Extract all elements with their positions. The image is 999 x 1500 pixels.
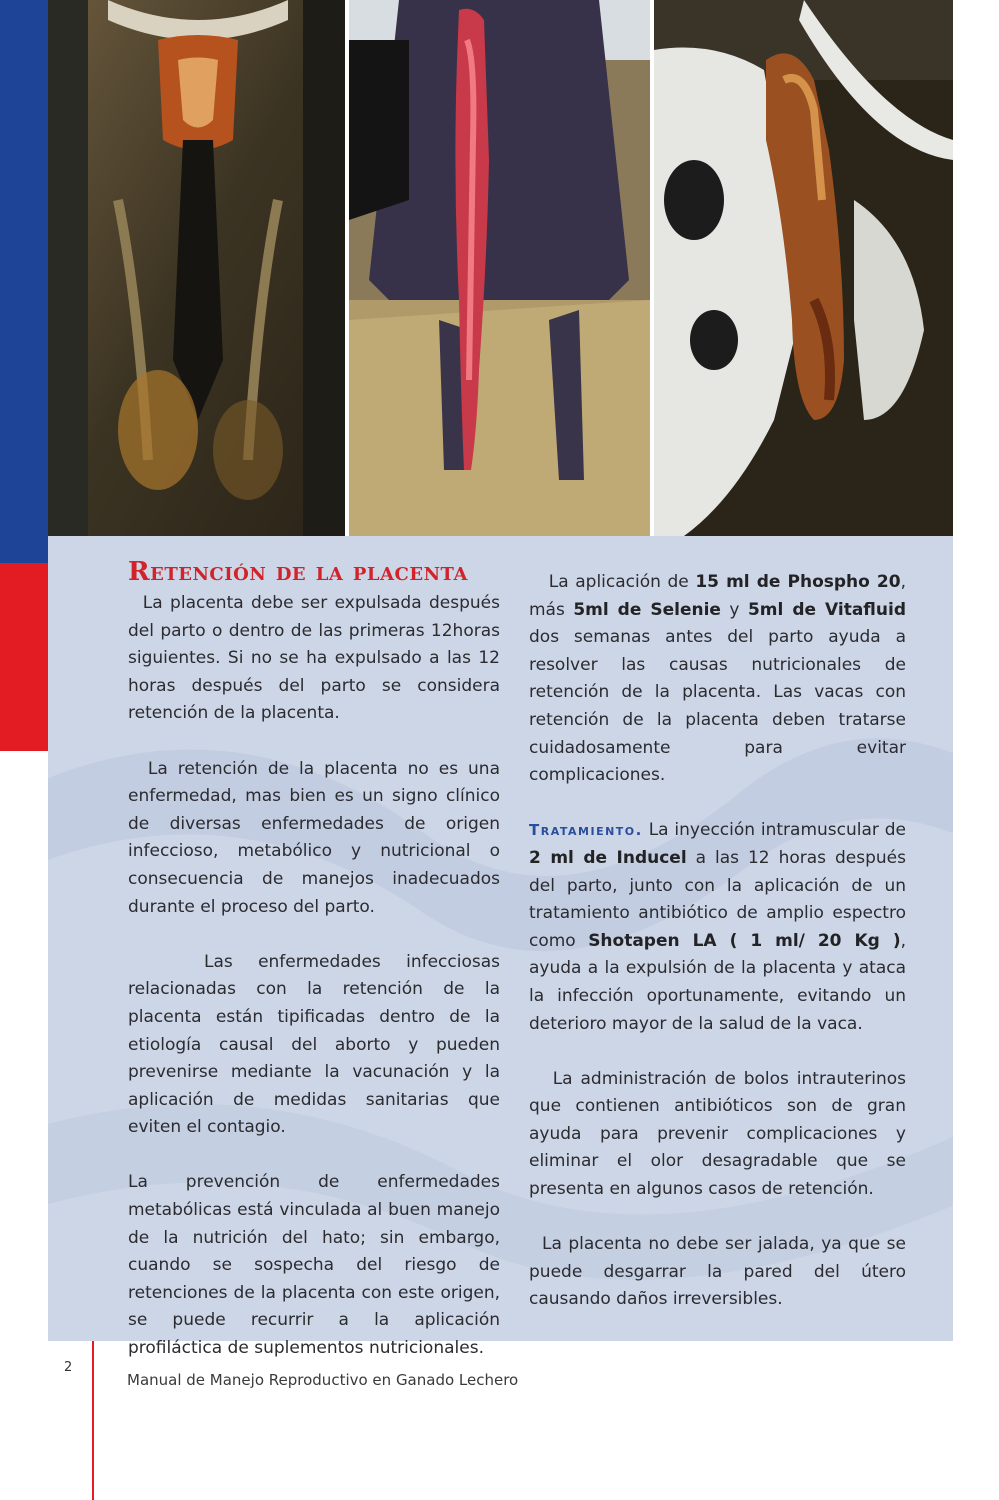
paragraph-text: La placenta debe ser expulsada después del parto o dentro de las primeras 12horas siguientes. Si no se ha expulsado a las 12 horas después del parto se considera retención de la placenta. xyxy=(128,593,500,724)
left-column xyxy=(128,556,500,1390)
paragraph xyxy=(128,1169,500,1362)
footer-rule xyxy=(92,1341,94,1500)
paragraph xyxy=(529,1066,906,1204)
footer-title: Manual de Manejo Reproductivo en Ganado Lechero xyxy=(127,1371,519,1389)
retained-placenta-photo-2 xyxy=(349,0,650,536)
text-run: La aplicación de xyxy=(548,572,696,592)
paragraph xyxy=(529,1231,906,1314)
product-dose: 5ml de Vitafluid xyxy=(747,599,906,620)
paragraph-text: La administración de bolos intrauterinos que contienen antibióticos son de gran ayuda para prevenir complicaciones y eliminar el olor desagradable que se presenta en algunos casos de retención. xyxy=(529,1068,906,1200)
retained-placenta-photo-3 xyxy=(654,0,953,536)
paragraph-text: La placenta no debe ser jalada, ya que se puede desgarrar la pared del útero causando daños irreversibles. xyxy=(529,1234,906,1310)
product-dose: 2 ml de Inducel xyxy=(529,847,687,868)
product-dose: 5ml de Selenie xyxy=(573,599,721,620)
text-run: y xyxy=(720,599,748,620)
text-panel xyxy=(48,536,953,1359)
treatment-subheading: Tratamiento. xyxy=(529,821,643,840)
paragraph xyxy=(128,756,500,922)
paragraph-text: La prevención de enfermedades metabólicas está vinculada al buen manejo de la nutrición del hato; sin embargo, cuando se sospecha del riesgo de retenciones de la placenta con este origen, se puede recurrir a la aplicación profiláctica de suplementos nutricionales. xyxy=(128,1172,500,1359)
text-run: , ayuda a la expulsión de la placenta y ataca la infección oportunamente, evitando un deterioro mayor de la salud de la vaca. xyxy=(529,930,906,1034)
text-run: a las 12 horas después del parto, junto con la aplicación de un tratamiento antibiótico de amplio espectro como xyxy=(529,847,906,951)
photo-strip xyxy=(48,0,953,536)
paragraph xyxy=(128,949,500,1142)
paragraph-text: Las enfermedades infecciosas relacionadas con la retención de la placenta están tipificadas dentro de la etiología causal del aborto y pueden prevenirse mediante la vacunación y la aplicación de medidas sanitarias que eviten el contagio. xyxy=(128,951,500,1138)
side-bar-red xyxy=(0,563,48,751)
text-run: dos semanas antes del parto ayuda a resolver las causas nutricionales de retención de la placenta. Las vacas con retención de la placenta deben tratarse cuidadosamente para evitar complicaciones. xyxy=(529,627,906,786)
paragraph-text: La retención de la placenta no es una enfermedad, mas bien es un signo clínico de diversas enfermedades de origen infeccioso, metabólico y nutricional o consecuencia de manejos inadecuados durante el proceso del parto. xyxy=(128,758,500,917)
paragraph xyxy=(529,569,906,790)
text-run: , más xyxy=(529,572,906,620)
right-column xyxy=(529,569,906,1342)
section-heading: Retención de la placenta xyxy=(128,557,468,587)
paragraph xyxy=(529,817,906,1038)
paragraph xyxy=(128,590,500,728)
page-number: 2 xyxy=(64,1360,73,1375)
side-bar-blue xyxy=(0,0,48,563)
product-dose: Shotapen LA ( 1 ml/ 20 Kg ) xyxy=(588,930,901,951)
product-dose: 15 ml de Phospho 20 xyxy=(695,572,901,592)
retained-placenta-photo-1 xyxy=(48,0,345,536)
text-run: La inyección intramuscular de xyxy=(642,820,906,841)
